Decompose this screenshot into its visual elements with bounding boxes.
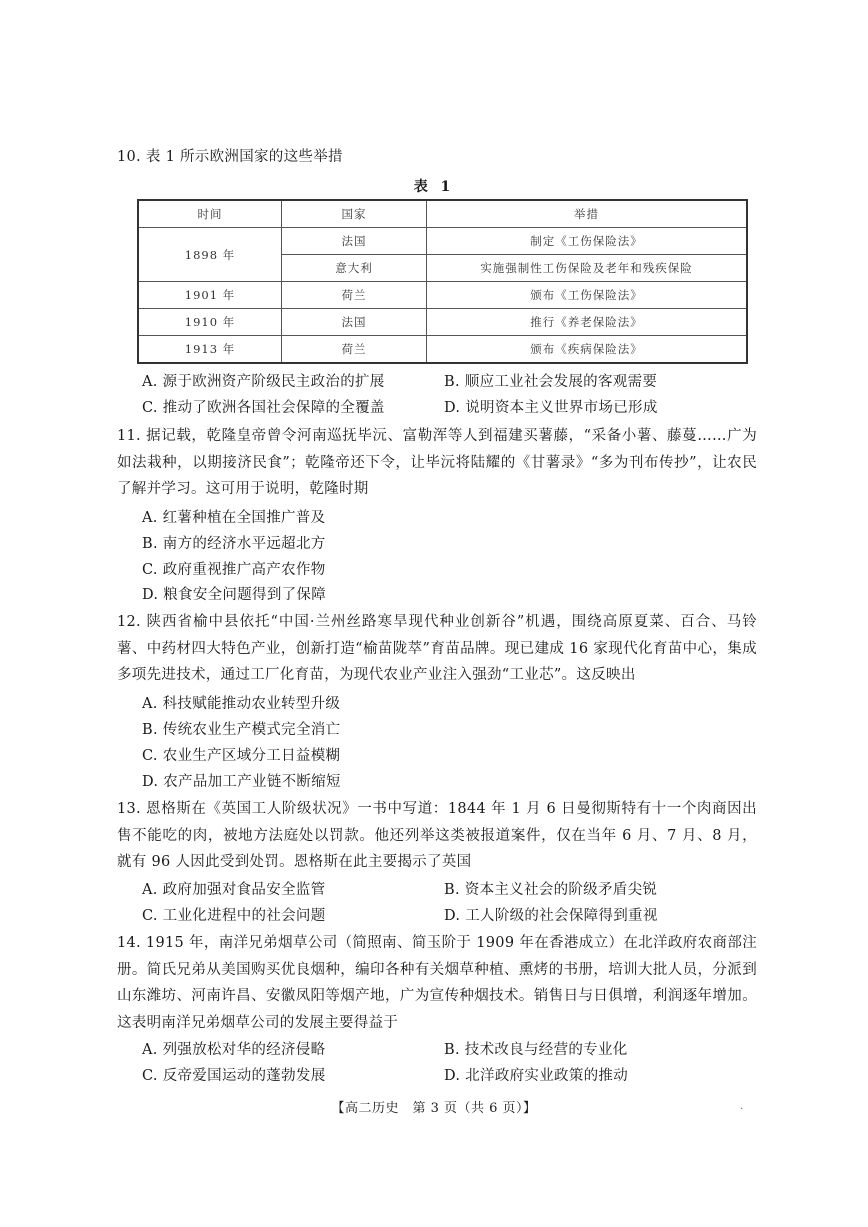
q14-option-a: A. 列强放松对华的经济侵略 (142, 1042, 326, 1058)
q10-option-d: D. 说明资本主义世界市场已形成 (444, 400, 658, 416)
table-1 (137, 199, 748, 364)
q14-option-d: D. 北洋政府实业政策的推动 (444, 1068, 629, 1084)
q10-option-a: A. 源于欧洲资产阶级民主政治的扩展 (142, 374, 385, 390)
table-cell-year: 1910 年 (138, 309, 282, 336)
question-10-stem (117, 144, 757, 171)
question-10-text: 10. 表 1 所示欧洲国家的这些举措 (117, 149, 343, 165)
table-row (138, 336, 747, 364)
table-row (138, 309, 747, 336)
q10-option-c: C. 推动了欧洲各国社会保障的全覆盖 (142, 400, 385, 416)
table-cell-country: 法国 (282, 309, 427, 336)
table-caption: 表 1 (413, 179, 455, 195)
table-header-country: 国家 (282, 200, 427, 228)
q13-option-d: D. 工人阶级的社会保障得到重视 (444, 908, 658, 924)
table-cell-country: 荷兰 (282, 282, 427, 309)
q11-option-c: C. 政府重视推广高产农作物 (142, 562, 326, 578)
q11-option-d: D. 粮食安全问题得到了保障 (142, 587, 327, 603)
q10-option-b: B. 顺应工业社会发展的客观需要 (444, 374, 658, 390)
page-footer: 【高二历史 第 3 页（共 6 页）】 (331, 1101, 537, 1116)
q12-option-c: C. 农业生产区域分工日益模糊 (142, 748, 341, 764)
q12-option-b: B. 传统农业生产模式完全消亡 (142, 722, 341, 738)
table-cell-country: 意大利 (282, 255, 427, 282)
table-cell-measure: 颁布《工伤保险法》 (427, 282, 748, 309)
q12-option-d: D. 农产品加工产业链不断缩短 (142, 774, 341, 790)
q14-option-c: C. 反帝爱国运动的蓬勃发展 (142, 1068, 326, 1084)
table-cell-measure: 颁布《疾病保险法》 (427, 336, 748, 364)
question-12-stem: 12. 陕西省榆中县依托“中国·兰州丝路寒旱现代种业创新谷”机遇，围绕高原夏菜、百合、马铃薯、中药材四大特色产业，创新打造“榆苗陇萃”育苗品牌。现已建成 16 家现代化育苗中心，集成多项先进技术，通过工厂化育苗，为现代农业产业注入强劲“工业芯”。这反映出 (117, 614, 757, 683)
table-cell-country: 法国 (282, 228, 427, 255)
table-row (138, 282, 747, 309)
q12-option-a: A. 科技赋能推动农业转型升级 (142, 696, 341, 712)
table-cell-measure: 实施强制性工伤保险及老年和残疾保险 (427, 255, 748, 282)
table-cell-year: 1901 年 (138, 282, 282, 309)
table-cell-year: 1913 年 (138, 336, 282, 364)
q13-option-b: B. 资本主义社会的阶级矛盾尖锐 (444, 882, 658, 898)
table-cell-country: 荷兰 (282, 336, 427, 364)
q13-option-a: A. 政府加强对食品安全监管 (142, 882, 326, 898)
q11-option-a: A. 红薯种植在全国推广普及 (142, 510, 326, 526)
table-cell-year: 1898 年 (138, 228, 282, 282)
table-header-measures: 举措 (427, 200, 748, 228)
table-header-row (138, 200, 747, 228)
question-11-stem: 11. 据记载，乾隆皇帝曾令河南巡抚毕沅、富勒浑等人到福建买薯藤，“采备小薯、藤蔓……广为如法栽种，以期接济民食”；乾隆帝还下令，让毕沅将陆耀的《甘薯录》“多为刊布传抄”，让农民了解并学习。这可用于说明，乾隆时期 (117, 428, 757, 497)
table-header-time: 时间 (138, 200, 282, 228)
q14-option-b: B. 技术改良与经营的专业化 (444, 1042, 628, 1058)
q13-option-c: C. 工业化进程中的社会问题 (142, 908, 326, 924)
q11-option-b: B. 南方的经济水平远超北方 (142, 536, 326, 552)
page-mark: · (740, 1104, 744, 1115)
question-13-stem: 13. 恩格斯在《英国工人阶级状况》一书中写道：1844 年 1 月 6 日曼彻斯特有十一个肉商因出售不能吃的肉，被地方法庭处以罚款。他还列举这类被报道案件，仅在当年 6 月、7 月、8 月，就有 96 人因此受到处罚。恩格斯在此主要揭示了英国 (117, 801, 757, 870)
table-cell-measure: 推行《养老保险法》 (427, 309, 748, 336)
table-cell-measure: 制定《工伤保险法》 (427, 228, 748, 255)
question-14-stem: 14. 1915 年，南洋兄弟烟草公司（简照南、简玉阶于 1909 年在香港成立）在北洋政府农商部注册。简氏兄弟从美国购买优良烟种，编印各种有关烟草种植、熏烤的书册，培训大批人员，分派到山东潍坊、河南许昌、安徽凤阳等烟产地，广为宣传种烟技术。销售日与日俱增，利润逐年增加。这表明南洋兄弟烟草公司的发展主要得益于 (117, 935, 757, 1031)
table-row (138, 228, 747, 255)
